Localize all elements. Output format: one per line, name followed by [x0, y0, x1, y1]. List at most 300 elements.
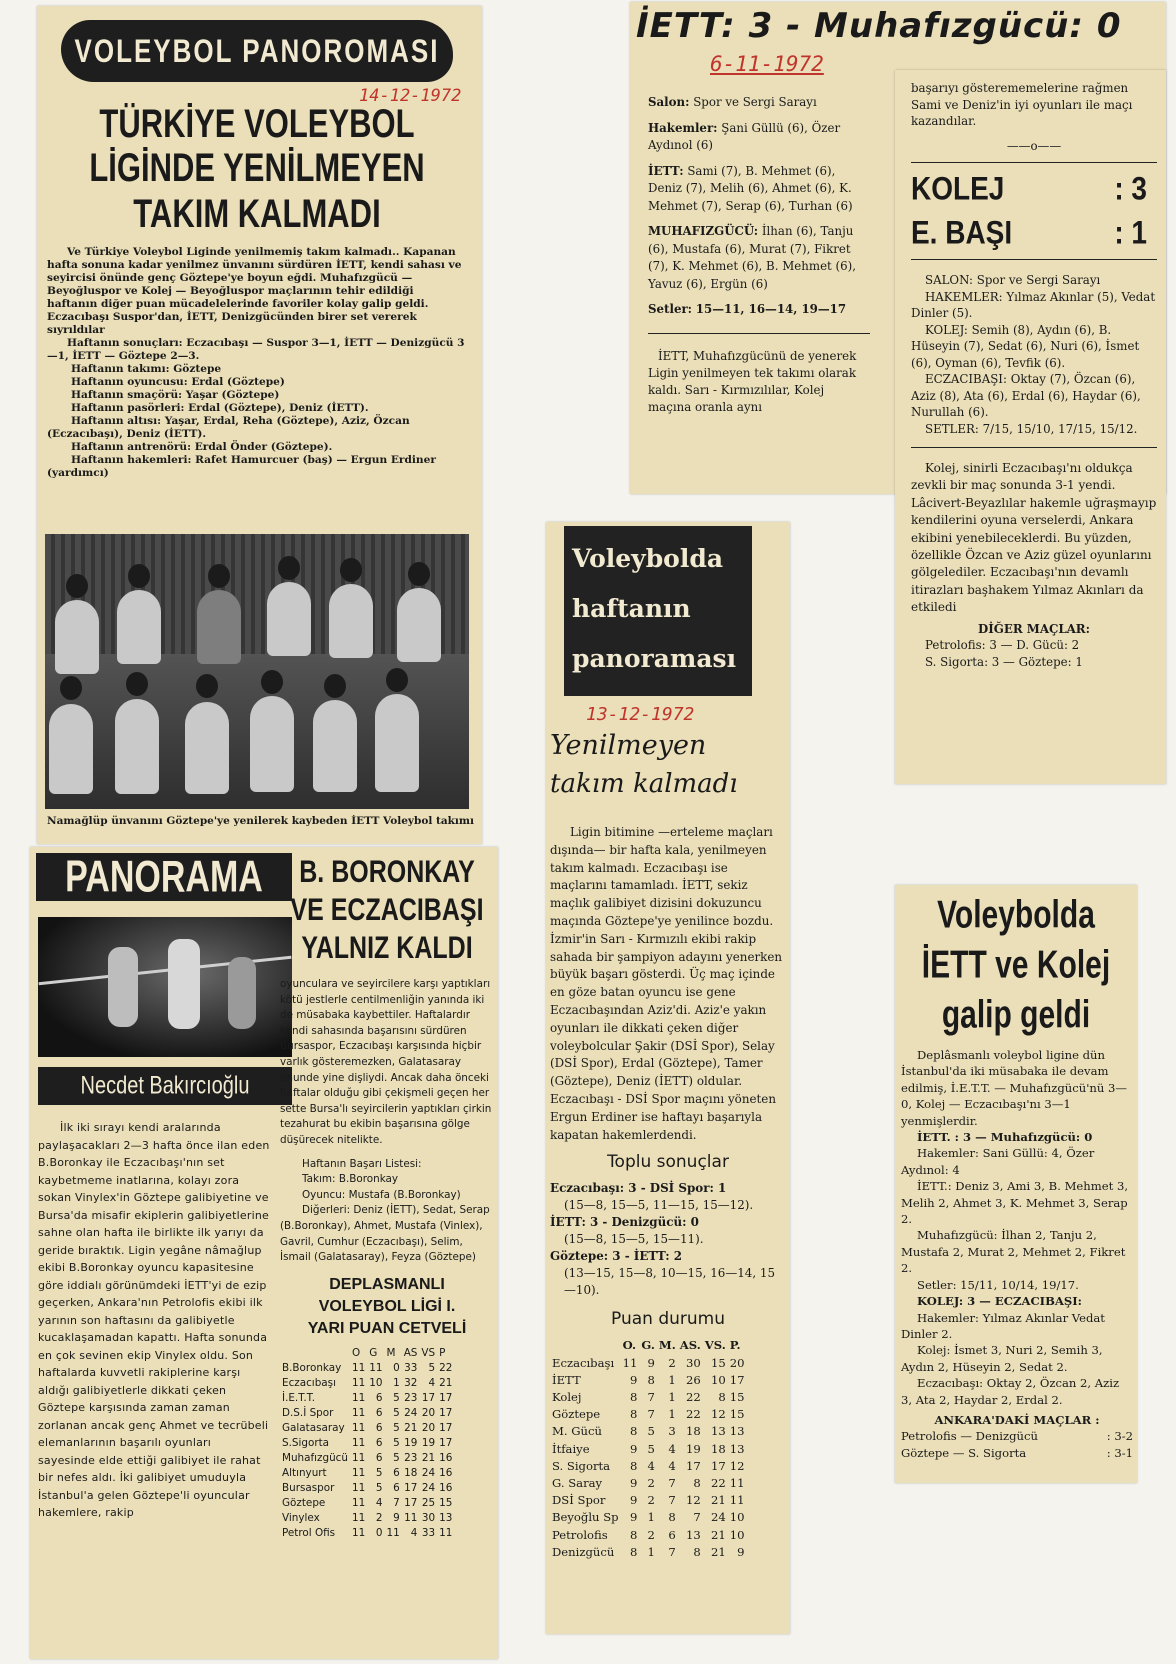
- headline-line-2: İETT ve Kolej: [921, 943, 1111, 987]
- stat-cell: 10: [369, 1376, 383, 1389]
- stat-cell: 8: [629, 1527, 638, 1542]
- standings-title-line: DEPLASMANLI: [329, 1275, 445, 1293]
- iett-report: İETT, Muhafızgücünü de yenerek Ligin yenilmeyen tek takımı olarak kaldı. Sarı - Kırmızılılar, Kolej maçına oranla aynı: [648, 348, 857, 414]
- player: [375, 694, 419, 792]
- stat-cell: 24: [404, 1406, 418, 1419]
- banner-voleybol-panoromasi: [61, 20, 453, 82]
- stat-cell: 7: [647, 1407, 655, 1422]
- table-header-row: [280, 1346, 454, 1361]
- team-name-cell: D.S.İ Spor: [282, 1406, 334, 1419]
- stat-cell: 17: [710, 1458, 726, 1473]
- stat-cell: 17: [439, 1406, 453, 1419]
- stat-cell: 9: [737, 1544, 745, 1559]
- sets-value: 15—11, 16—14, 19—17: [695, 302, 847, 316]
- stat-cell: 25: [421, 1496, 436, 1509]
- match-1-line: Setler: 15/11, 10/14, 19/17.: [917, 1277, 1079, 1292]
- stat-cell: 3: [668, 1424, 676, 1439]
- iett-label: İETT:: [648, 163, 684, 178]
- table-row: [280, 1361, 454, 1376]
- headline-line-1: Yenilmeyen: [550, 730, 707, 761]
- stat-cell: 1: [668, 1372, 676, 1387]
- stat-cell: 8: [718, 1389, 726, 1404]
- headline-line-3: TAKIM KALMADI: [133, 190, 381, 237]
- player: [117, 590, 161, 664]
- player: [397, 588, 441, 662]
- stat-cell: 11: [351, 1511, 366, 1524]
- referees-label: Hakemler:: [648, 120, 718, 135]
- stat-cell: 5: [428, 1361, 436, 1374]
- match-2-line: Kolej: İsmet 3, Nuri 2, Semih 3, Aydın 2, Hüseyin 2, Sedat 2.: [901, 1343, 1103, 1374]
- detail-line: SETLER: 7/15, 15/10, 17/15, 15/12.: [925, 421, 1138, 436]
- match-2-line: Hakemler: Yılmaz Akınlar Vedat Dinler 2.: [901, 1310, 1105, 1341]
- header-team: [550, 1337, 621, 1354]
- clipping-kolej-eczacibasi: [895, 70, 1166, 784]
- iett-players: Sami (7), B. Mehmet (6), Deniz (7), Melih (6), Ahmet (6), K. Mehmet (7), Serap (6), Turhan (6): [648, 163, 853, 213]
- weekly-award-5: Haftanın altısı: Yaşar, Erdal, Reha (Göztepe), Aziz, Özcan (Eczacıbaşı), Deniz (İETT).: [47, 415, 410, 440]
- stat-cell: 8: [693, 1544, 701, 1559]
- left-column: [38, 1119, 270, 1522]
- result-3: [550, 1248, 786, 1299]
- stat-cell: 4: [410, 1526, 418, 1539]
- stat-cell: 11: [351, 1496, 366, 1509]
- author-banner: [38, 1067, 292, 1105]
- divider: [648, 333, 870, 334]
- stat-cell: 7: [668, 1544, 676, 1559]
- player: [250, 696, 294, 792]
- weekly-award-7: Haftanın hakemleri: Rafet Hamurcuer (baş) — Ergun Erdiner (yardımcı): [47, 454, 436, 479]
- stat-cell: 11: [439, 1526, 453, 1539]
- stat-cell: 13: [439, 1511, 453, 1524]
- table-row: [280, 1391, 454, 1406]
- stat-cell: 8: [629, 1424, 638, 1439]
- headline-line-3: galip geldi: [941, 993, 1091, 1037]
- clipping-turkiye-voleybol: [37, 6, 482, 844]
- match-1-line: Muhafızgücü: İlhan 2, Tanju 2, Mustafa 2, Murat 2, Mehmet 2, Fikret 2.: [901, 1228, 1126, 1276]
- player: [55, 600, 99, 674]
- stat-cell: 13: [710, 1424, 726, 1439]
- stat-cell: 22: [685, 1407, 701, 1422]
- headline-line-2: VE ECZACIBAŞI: [290, 892, 484, 928]
- headline-line-3: YALNIZ KALDI: [301, 930, 473, 966]
- team-name-cell: İ.E.T.T.: [282, 1391, 316, 1404]
- stat-cell: 1: [668, 1389, 676, 1404]
- stat-cell: 9: [629, 1372, 638, 1387]
- stat-cell: 33: [404, 1361, 418, 1374]
- stat-cell: 5: [393, 1391, 400, 1404]
- section-divider: ——o——: [1006, 138, 1062, 153]
- stat-cell: 21: [404, 1421, 418, 1434]
- volleyball-action-photo: [38, 917, 292, 1057]
- result-head: Eczacıbaşı: 3 - DSİ Spor: 1: [550, 1181, 727, 1196]
- standings-title-line: YARI PUAN CETVELİ: [307, 1319, 467, 1337]
- team-name-cell: İtfaiye: [552, 1441, 590, 1456]
- stat-cell: 11: [351, 1436, 366, 1449]
- stat-cell: 16: [439, 1481, 453, 1494]
- handwritten-date: 6-11-1972: [710, 52, 824, 76]
- table-row: [550, 1492, 747, 1509]
- player-head: [386, 668, 408, 692]
- sets-label: Setler:: [648, 302, 693, 316]
- panorama-banner: [564, 526, 752, 696]
- stat-cell: 6: [393, 1466, 400, 1479]
- stat-cell: 5: [393, 1451, 400, 1464]
- team-name-cell: Eczacıbaşı: [552, 1355, 615, 1370]
- table-row: [280, 1526, 454, 1541]
- table-row: [280, 1511, 454, 1526]
- stat-cell: 11: [404, 1511, 418, 1524]
- stat-cell: 21: [439, 1376, 453, 1389]
- result-head: İETT: 3 - Denizgücü: 0: [550, 1215, 699, 1230]
- stat-cell: 17: [404, 1496, 418, 1509]
- salon-line: [648, 94, 870, 112]
- player-silhouette: [228, 957, 256, 1029]
- stat-cell: 5: [393, 1406, 400, 1419]
- stat-cell: 4: [375, 1496, 383, 1509]
- standings-table-head: [550, 1337, 747, 1354]
- table-row: [550, 1355, 747, 1372]
- player: [329, 584, 373, 658]
- headline-line-2: takım kalmadı: [550, 769, 738, 799]
- team-name-cell: Vinylex: [282, 1511, 320, 1524]
- ankara-match-score: : 3-1: [1106, 1445, 1133, 1460]
- stat-cell: 11: [351, 1391, 366, 1404]
- banner-text: VOLEYBOL PANOROMASI: [74, 31, 440, 70]
- headline: [550, 727, 786, 803]
- banner-line: haftanın: [572, 594, 691, 623]
- ankara-match: [901, 1445, 1133, 1461]
- panorama-title: PANORAMA: [65, 852, 263, 902]
- stat-cell: 21: [421, 1451, 436, 1464]
- table-row: [550, 1441, 747, 1458]
- success-list-player: Oyuncu: Mustafa (B.Boronkay): [302, 1188, 461, 1201]
- stat-cell: 17: [421, 1391, 436, 1404]
- header-team: [280, 1346, 350, 1361]
- headline: [57, 100, 457, 237]
- stat-cell: 19: [404, 1436, 418, 1449]
- stat-cell: 5: [375, 1481, 383, 1494]
- team-name-cell: B.Boronkay: [282, 1361, 342, 1374]
- stat-cell: 6: [668, 1527, 676, 1542]
- stat-cell: 22: [710, 1475, 726, 1490]
- stat-cell: 5: [393, 1421, 400, 1434]
- stat-cell: 20: [421, 1406, 436, 1419]
- salon-label: Salon:: [648, 95, 690, 109]
- stat-cell: 6: [375, 1421, 383, 1434]
- player: [49, 704, 93, 794]
- stat-cell: 16: [439, 1466, 453, 1479]
- stat-cell: 10: [710, 1372, 726, 1387]
- header-cell: O.: [622, 1338, 637, 1353]
- team-name-cell: Denizgücü: [552, 1544, 615, 1559]
- stat-cell: 1: [668, 1407, 676, 1422]
- player-head: [208, 564, 230, 588]
- stat-cell: 6: [375, 1391, 383, 1404]
- stat-cell: 15: [729, 1389, 745, 1404]
- stat-cell: 11: [622, 1355, 638, 1370]
- team-photo: [45, 534, 469, 809]
- match-2-line: Eczacıbaşı: Oktay 2, Özcan 2, Aziz 3, Ata 2, Haydar 2, Erdal 2.: [901, 1376, 1120, 1407]
- header-cell: M.: [658, 1338, 676, 1353]
- team-name-cell: DSİ Spor: [552, 1493, 606, 1508]
- article-body: [901, 1047, 1133, 1461]
- stat-cell: 11: [351, 1466, 366, 1479]
- stat-cell: 24: [710, 1510, 726, 1525]
- stat-cell: 2: [647, 1493, 655, 1508]
- success-list-title: Haftanın Başarı Listesi:: [302, 1157, 422, 1170]
- stat-cell: 2: [375, 1511, 383, 1524]
- stat-cell: 8: [629, 1407, 638, 1422]
- match-2-title: KOLEJ: 3 — ECZACIBAŞI:: [917, 1294, 1082, 1309]
- muhafizgucu-label: MUHAFIZGÜCÜ:: [648, 224, 759, 238]
- stat-cell: 9: [629, 1493, 638, 1508]
- stat-cell: 9: [393, 1511, 400, 1524]
- standings-table-body: [550, 1355, 747, 1561]
- muhafizgucu-lineup: [648, 223, 870, 293]
- stat-cell: 11: [351, 1361, 366, 1374]
- table-row: [280, 1406, 454, 1421]
- stat-cell: 9: [629, 1510, 638, 1525]
- table-header-row: [550, 1337, 747, 1354]
- table-row: [550, 1372, 747, 1389]
- standings-table-body: [280, 1361, 454, 1541]
- sets-line: [648, 301, 870, 319]
- stat-cell: 12: [729, 1458, 745, 1473]
- weekly-award-1: Haftanın takımı: Göztepe: [71, 363, 222, 375]
- other-match: S. Sigorta: 3 — Göztepe: 1: [925, 654, 1083, 669]
- ankara-match: [901, 1428, 1133, 1444]
- stat-cell: 1: [393, 1376, 400, 1389]
- stat-cell: 5: [375, 1466, 383, 1479]
- article-left-column: İlk iki sırayı kendi aralarında paylaşacakları 2—3 hafta önce ilan eden B.Boronkay ile Eczacıbaşı'nın set kaybetmeme inatlarına, kolayı zora sokan Vinylex'in Göztepe galibiyetine ve Bursa'da misafir ekiplerin galibiyetlerine sahne olan hafta ile birlikte ilk yarıyı da geride bıraktık. Ligin yegâne nâmağlup ekibi B.Boronkay oyuncu kapasitesine göre iddialı görünümdeki İETT'yi de ezip geçerken, Ankara'nın Petrolofis ekibi ilk yarının son haftasını da galibiyetle kucaklaşamadan kapattı. Hafta sonunda en çok sevinen ekip Vinylex oldu. Son haftalarda kuvvetli rakiplerine karşı aldığı galibiyetlerle dikkati çeken Göztepe karşısında zaman zaman zorlanan ancak genç Ahmet ve tecrübeli elemanlarının başarılı oyunları sayesinde elde ettiği galibiyet ile rahat bir nefes aldı. İki galibiyet umuduyla İstanbul'a gelen Göztepe'li oyuncular hakemlere, rakip: [38, 1121, 270, 1519]
- article-paragraph-1: Ve Türkiye Voleybol Liginde yenilmemiş takım kalmadı.. Kapanan hafta sonuna kadar yenilmez ünvanını sürdüren İETT, kendi sahası ve seyircisi önünde genç Göztepe'ye boyun eğdi. Muhafızgücü — Beyoğluspor ve Kolej — Beyoğluspor maçlarının tehir edildiği haftanın diğer puan mücadelelerinde favoriler kolay galip geldi. Eczacıbaşı Suspor'dan, İETT, Denizgücünden birer set vererek sıyrıldılar: [47, 246, 462, 336]
- detail-line: HAKEMLER: Yılmaz Akınlar (5), Vedat Dinler (5).: [911, 289, 1156, 320]
- stat-cell: 17: [439, 1436, 453, 1449]
- weekly-award-3: Haftanın smaçörü: Yaşar (Göztepe): [71, 389, 280, 401]
- standings-title: Puan durumu: [611, 1309, 725, 1330]
- detail-line: KOLEJ: Semih (8), Aydın (6), B. Hüseyin (7), Sedat (6), Nuri (6), İsmet (6), Oyman (6), Tevfik (6).: [911, 322, 1140, 370]
- header-cell: M: [386, 1346, 396, 1359]
- intro-paragraph: Deplâsmanlı voleybol ligine dün İstanbul'da iki müsabaka ile devam edilmiş, İ.E.T.T. — Muhafızgücü'nü 3—0, Kolej — Eczacıbaşı'nı 3—1 yenmişlerdir.: [901, 1048, 1127, 1128]
- stat-cell: 2: [668, 1355, 676, 1370]
- success-list: [280, 1157, 494, 1266]
- team-name-cell: Petrol Ofis: [282, 1526, 336, 1539]
- iett-lineup: [648, 163, 870, 216]
- stat-cell: 0: [375, 1526, 383, 1539]
- stat-cell: 9: [629, 1475, 638, 1490]
- handwritten-date: 14-12-1972: [359, 86, 462, 106]
- stat-cell: 17: [439, 1421, 453, 1434]
- player-head: [128, 564, 150, 588]
- score-eczacibasi: [911, 208, 1157, 259]
- player-silhouette: [168, 939, 200, 1029]
- stat-cell: 15: [439, 1496, 453, 1509]
- team-eczacibasi: E. BAŞI: [911, 214, 1013, 251]
- stat-cell: 21: [710, 1544, 726, 1559]
- referees-line: [648, 120, 870, 155]
- stat-cell: 13: [729, 1424, 745, 1439]
- standings-table: [550, 1337, 747, 1561]
- stat-cell: 9: [647, 1355, 655, 1370]
- stat-cell: 8: [647, 1372, 655, 1387]
- clipping-haftanin-panoramasi: [546, 522, 790, 1634]
- article-body: [550, 824, 786, 1561]
- stat-cell: 16: [439, 1451, 453, 1464]
- table-row: [280, 1481, 454, 1496]
- stat-cell: 6: [375, 1451, 383, 1464]
- stat-cell: 7: [647, 1389, 655, 1404]
- headline: [895, 891, 1137, 1041]
- kolej-report: Kolej, sinirli Eczacıbaşı'nı oldukça zevkli bir maç sonunda 3-1 yendi. Lâcivert-Beyazlılar hakemle uğraşmayıp kendilerini oyuna verselerdi, Ankara ekibini yenebileceklerdi. Bu yüzden, özellikle Özcan ve Aziz güzel oyunlarını gölgelediler. Eczacıbaşı'nın devamlı itirazları başhakem Yılmaz Akınları da etkiledi: [911, 461, 1157, 615]
- stat-cell: 6: [375, 1406, 383, 1419]
- panorama-banner: [36, 853, 292, 901]
- panorama-headline: [280, 853, 494, 967]
- stat-cell: 11: [351, 1526, 366, 1539]
- stat-cell: 20: [729, 1355, 745, 1370]
- banner-line: Voleybolda: [572, 544, 724, 573]
- player-head: [60, 676, 82, 700]
- stat-cell: 17: [404, 1481, 418, 1494]
- stat-cell: 11: [351, 1376, 366, 1389]
- table-row: [550, 1544, 747, 1561]
- team-name-cell: S.Sigorta: [282, 1436, 330, 1449]
- stat-cell: 11: [729, 1493, 745, 1508]
- detail-line: ECZACIBAŞI: Oktay (7), Özcan (6), Aziz (8), Ata (6), Erdal (6), Haydar (6), Nurullah (6).: [911, 372, 1141, 419]
- stat-cell: 8: [693, 1475, 701, 1490]
- player-head: [408, 562, 430, 586]
- team-name-cell: M. Gücü: [552, 1424, 602, 1439]
- stat-cell: 15: [729, 1407, 745, 1422]
- stat-cell: 30: [421, 1511, 436, 1524]
- weekly-award-2: Haftanın oyuncusu: Erdal (Göztepe): [71, 376, 285, 388]
- team-name-cell: Bursaspor: [282, 1481, 335, 1494]
- player-silhouette: [108, 947, 138, 1027]
- stat-cell: 7: [668, 1493, 676, 1508]
- stat-cell: 23: [404, 1391, 418, 1404]
- clipping-panorama: [30, 847, 498, 1659]
- salon-value: Spor ve Sergi Sarayı: [693, 95, 817, 109]
- table-row: [550, 1458, 747, 1475]
- kolej-match-details: [911, 272, 1157, 437]
- stat-cell: 0: [393, 1361, 400, 1374]
- table-row: [280, 1451, 454, 1466]
- table-row: [280, 1376, 454, 1391]
- stat-cell: 22: [439, 1361, 453, 1374]
- stat-cell: 17: [685, 1458, 701, 1473]
- headline-line-2: LİGİNDE YENİLMEYEN: [89, 144, 425, 191]
- stat-cell: 8: [668, 1510, 676, 1525]
- other-match: Petrolofis: 3 — D. Gücü: 2: [925, 638, 1080, 653]
- table-row: [280, 1496, 454, 1511]
- player-head: [66, 574, 88, 598]
- player-head: [126, 672, 148, 696]
- stat-cell: 11: [386, 1526, 400, 1539]
- team-name-cell: Galatasaray: [282, 1421, 345, 1434]
- header-cell: G: [369, 1346, 378, 1359]
- stat-cell: 24: [421, 1481, 436, 1494]
- stat-cell: 17: [439, 1391, 453, 1404]
- header-cell: P.: [729, 1338, 741, 1353]
- stat-cell: 8: [629, 1458, 638, 1473]
- stat-cell: 4: [647, 1458, 655, 1473]
- headline-line-1: B. BORONKAY: [299, 854, 475, 890]
- stat-cell: 4: [668, 1458, 676, 1473]
- success-list-team: Takım: B.Boronkay: [302, 1173, 399, 1186]
- stat-cell: 10: [729, 1510, 745, 1525]
- player: [115, 699, 159, 794]
- player: [197, 590, 241, 664]
- weekly-award-4: Haftanın pasörleri: Erdal (Göztepe), Deniz (İETT).: [71, 402, 369, 414]
- result-sets: (13—15, 15—8, 10—15, 16—14, 15—10).: [564, 1266, 776, 1298]
- score-eczacibasi-pts: : 1: [1114, 214, 1147, 251]
- photo-caption: Namağlüp ünvanını Göztepe'ye yenilerek kaybeden İETT Voleybol takımı: [47, 815, 475, 827]
- stat-cell: 19: [421, 1436, 436, 1449]
- stat-cell: 18: [404, 1466, 418, 1479]
- stat-cell: 18: [710, 1441, 726, 1456]
- right-column: [280, 847, 494, 1541]
- stat-cell: 11: [729, 1475, 745, 1490]
- stat-cell: 4: [668, 1441, 676, 1456]
- stat-cell: 5: [393, 1436, 400, 1449]
- article-body: [47, 246, 465, 480]
- match-1-title: İETT. : 3 — Muhafızgücü: 0: [917, 1130, 1093, 1145]
- stat-cell: 8: [629, 1389, 638, 1404]
- header-cell: G.: [641, 1338, 655, 1353]
- player-head: [196, 674, 218, 698]
- team-name-cell: Altınyurt: [282, 1466, 327, 1479]
- stat-cell: 5: [647, 1441, 655, 1456]
- clipping-iett-details: [630, 80, 878, 492]
- stat-cell: 21: [710, 1527, 726, 1542]
- table-row: [550, 1423, 747, 1440]
- player-head: [324, 674, 346, 698]
- team-name-cell: Muhafızgücü: [282, 1451, 348, 1464]
- stat-cell: 2: [647, 1527, 655, 1542]
- header-cell: O: [351, 1346, 361, 1359]
- detail-line: SALON: Spor ve Sergi Sarayı: [925, 273, 1101, 287]
- player: [185, 702, 229, 794]
- article-paragraph-2: Haftanın sonuçları: Eczacıbaşı — Suspor 3—1, İETT — Denizgücü 3—1, İETT — Göztepe 2—3.: [47, 337, 465, 362]
- stat-cell: 30: [685, 1355, 701, 1370]
- team-name-cell: S. Sigorta: [552, 1458, 611, 1473]
- other-matches-title: DİĞER MAÇLAR:: [978, 621, 1090, 636]
- stat-cell: 32: [404, 1376, 418, 1389]
- standings-title: [280, 1274, 494, 1340]
- team-name-cell: Petrolofis: [552, 1527, 608, 1542]
- score-kolej-pts: : 3: [1114, 170, 1147, 207]
- stat-cell: 20: [421, 1421, 436, 1434]
- stat-cell: 9: [629, 1441, 638, 1456]
- stat-cell: 7: [393, 1496, 400, 1509]
- team-name-cell: Göztepe: [552, 1407, 601, 1422]
- stat-cell: 12: [710, 1407, 726, 1422]
- ankara-title: ANKARA'DAKİ MAÇLAR :: [934, 1412, 1100, 1427]
- team-name-cell: Göztepe: [282, 1496, 326, 1509]
- divider: [911, 259, 1157, 260]
- stat-cell: 22: [685, 1389, 701, 1404]
- stat-cell: 11: [351, 1421, 366, 1434]
- stat-cell: 1: [647, 1510, 655, 1525]
- muhafizgucu-players: İlhan (6), Tanju (6), Mustafa (6), Murat (7), Fikret (7), K. Mehmet (6), B. Mehmet (6), Yavuz (6), Ergün (6): [648, 224, 856, 291]
- result-head: Göztepe: 3 - İETT: 2: [550, 1249, 683, 1264]
- article-text: Ligin bitimine —erteleme maçları dışında— bir hafta kala, yenilmeyen takım kalmadı. Eczacıbaşı ise maçlarını tamamladı. İETT, sekiz maçlık galibiyet dizisini dokuzuncu maçında Göztepe'ye yenilince bozdu. İzmir'in Sarı - Kırmızılı ekibi rakip sahada bir şampiyon adayını yenerken büyük başarı gösterdi. Üç maç içinde en göze batan oyuncu ise gene Eczacıbaşından Aziz'di. Aziz'e yakın oyunları ile dikkati çeken diğer voleybolcular Şakir (DSİ Spor), Selay (DSİ Spor), Erdal (Göztepe), Tamer (Göztepe), Deniz (İETT) oldular. Eczacıbaşı - DSİ Spor maçını yöneten Ergun Erdiner ise haftayı başarıyla kapatan hakemlerdendi.: [550, 825, 783, 1142]
- player-head: [340, 558, 362, 582]
- handwritten-date: 13-12-1972: [586, 704, 695, 725]
- headline-line-1: TÜRKİYE VOLEYBOL: [99, 100, 415, 147]
- stat-cell: 11: [351, 1451, 366, 1464]
- table-row: [550, 1475, 747, 1492]
- stat-cell: 7: [693, 1510, 701, 1525]
- player-head: [278, 556, 300, 580]
